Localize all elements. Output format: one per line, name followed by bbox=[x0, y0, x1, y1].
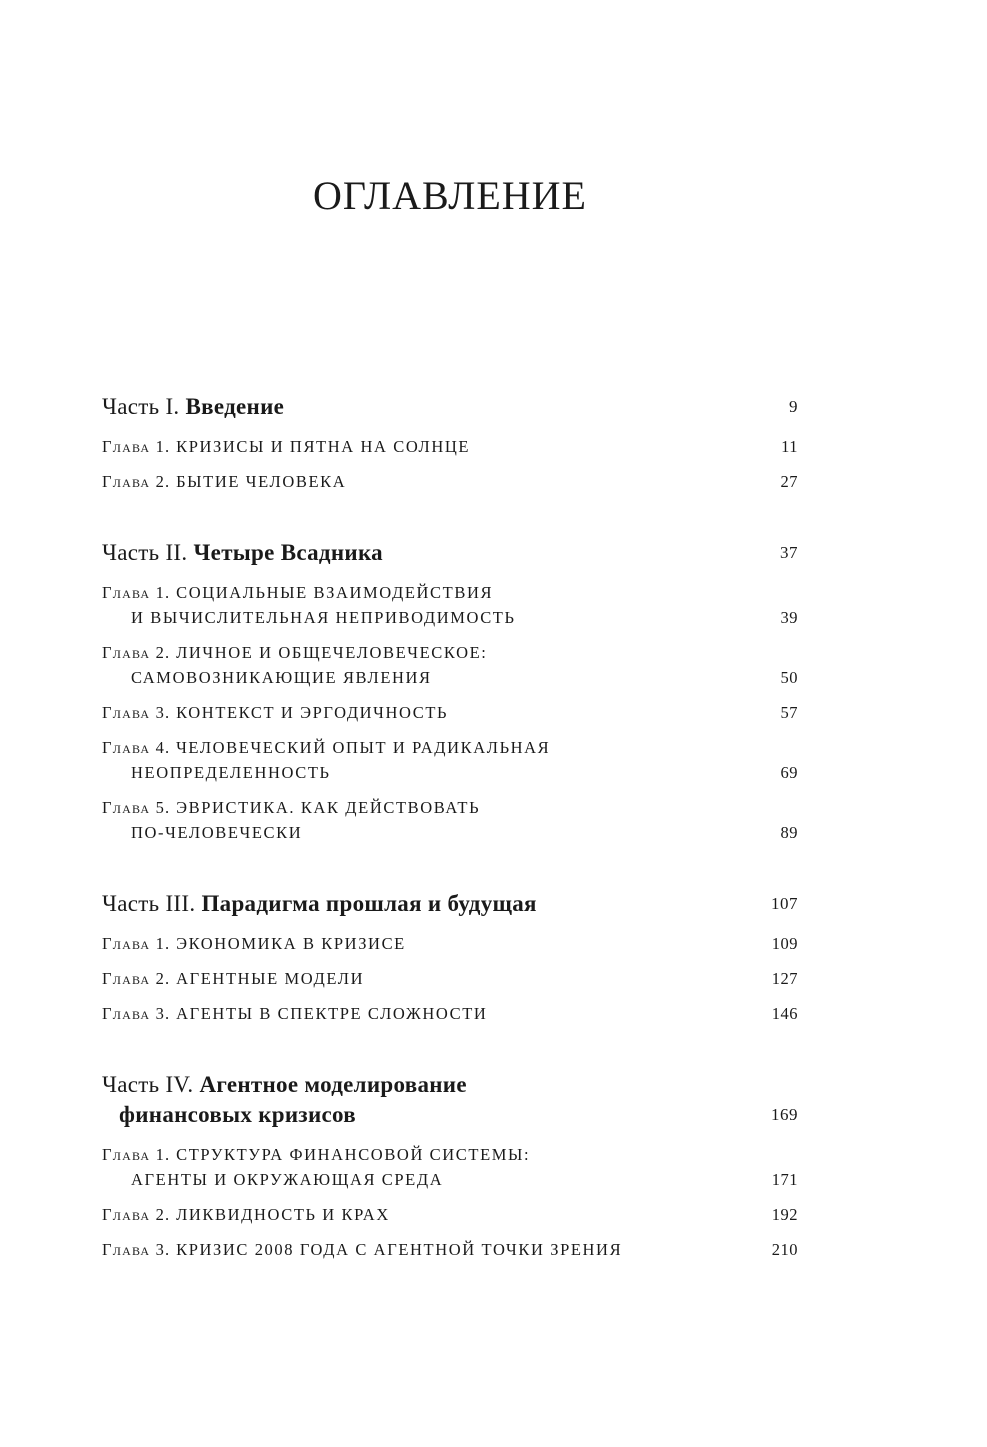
part-prefix: Часть II. bbox=[102, 540, 188, 565]
toc-part-entry[interactable] bbox=[102, 392, 798, 422]
chapter-page-number: 171 bbox=[771, 1170, 798, 1189]
chapter-title bbox=[102, 1001, 487, 1026]
toc-chapter-entry[interactable] bbox=[102, 795, 798, 845]
page-title: ОГЛАВЛЕНИЕ bbox=[313, 173, 587, 218]
part-prefix: Часть IV. bbox=[102, 1072, 194, 1097]
toc-chapter-entry[interactable] bbox=[102, 1237, 798, 1262]
chapter-prefix: Глава 2. bbox=[102, 1205, 171, 1224]
chapter-title bbox=[102, 469, 346, 494]
chapter-name-line: КРИЗИС 2008 ГОДА С АГЕНТНОЙ ТОЧКИ ЗРЕНИЯ bbox=[176, 1240, 623, 1259]
chapter-name-line: ЭВРИСТИКА. КАК ДЕЙСТВОВАТЬ bbox=[176, 798, 481, 817]
part-title bbox=[102, 538, 383, 568]
chapter-name-line: КРИЗИСЫ И ПЯТНА НА СОЛНЦЕ bbox=[176, 437, 471, 456]
chapter-name-line: СТРУКТУРА ФИНАНСОВОЙ СИСТЕМЫ: bbox=[176, 1145, 531, 1164]
part-title bbox=[102, 392, 284, 422]
chapter-title bbox=[102, 1237, 622, 1262]
part-name: Агентное моделирование bbox=[199, 1072, 467, 1097]
chapter-name-line: ЧЕЛОВЕЧЕСКИЙ ОПЫТ И РАДИКАЛЬНАЯ bbox=[176, 738, 551, 757]
chapter-prefix: Глава 3. bbox=[102, 1240, 171, 1259]
chapter-prefix: Глава 1. bbox=[102, 934, 171, 953]
chapter-title bbox=[102, 434, 470, 459]
chapter-page-number: 69 bbox=[780, 763, 798, 782]
chapter-prefix: Глава 1. bbox=[102, 583, 171, 602]
chapter-name-line: БЫТИЕ ЧЕЛОВЕКА bbox=[176, 472, 347, 491]
chapter-name-line: АГЕНТЫ И ОКРУЖАЮЩАЯ СРЕДА bbox=[131, 1170, 444, 1189]
chapter-title bbox=[102, 735, 550, 785]
part-prefix: Часть III. bbox=[102, 891, 196, 916]
chapter-list bbox=[102, 931, 798, 1026]
chapter-prefix: Глава 3. bbox=[102, 703, 171, 722]
chapter-page-number: 89 bbox=[780, 823, 798, 842]
part-page-number: 9 bbox=[789, 397, 798, 416]
chapter-name-line: ЛИКВИДНОСТЬ И КРАХ bbox=[176, 1205, 390, 1224]
chapter-page-number: 50 bbox=[780, 668, 798, 687]
part-prefix: Часть I. bbox=[102, 394, 180, 419]
chapter-name-line: ЛИЧНОЕ И ОБЩЕЧЕЛОВЕЧЕСКОЕ: bbox=[176, 643, 488, 662]
chapter-name-line: КОНТЕКСТ И ЭРГОДИЧНОСТЬ bbox=[176, 703, 449, 722]
toc-chapter-entry[interactable] bbox=[102, 434, 798, 459]
chapter-page-number: 57 bbox=[780, 703, 798, 722]
part-title bbox=[102, 1070, 467, 1130]
chapter-prefix: Глава 5. bbox=[102, 798, 171, 817]
toc-chapter-entry[interactable] bbox=[102, 735, 798, 785]
chapter-name-line: АГЕНТНЫЕ МОДЕЛИ bbox=[176, 969, 365, 988]
chapter-page-number: 39 bbox=[780, 608, 798, 627]
chapter-name-line: ПО-ЧЕЛОВЕЧЕСКИ bbox=[131, 823, 303, 842]
chapter-prefix: Глава 1. bbox=[102, 1145, 171, 1164]
toc-chapter-entry[interactable] bbox=[102, 580, 798, 630]
chapter-name-line: СОЦИАЛЬНЫЕ ВЗАИМОДЕЙСТВИЯ bbox=[176, 583, 494, 602]
chapter-title bbox=[102, 700, 448, 725]
chapter-name-line: И ВЫЧИСЛИТЕЛЬНАЯ НЕПРИВОДИМОСТЬ bbox=[131, 608, 516, 627]
chapter-prefix: Глава 3. bbox=[102, 1004, 171, 1023]
toc-chapter-entry[interactable] bbox=[102, 931, 798, 956]
chapter-page-number: 210 bbox=[771, 1240, 798, 1259]
chapter-page-number: 192 bbox=[771, 1205, 798, 1224]
toc-chapter-entry[interactable] bbox=[102, 1142, 798, 1192]
part-name: Четыре Всадника bbox=[193, 540, 383, 565]
toc-part-entry[interactable] bbox=[102, 889, 798, 919]
table-of-contents bbox=[102, 392, 798, 1272]
chapter-prefix: Глава 1. bbox=[102, 437, 171, 456]
chapter-prefix: Глава 2. bbox=[102, 472, 171, 491]
chapter-name-line: ЭКОНОМИКА В КРИЗИСЕ bbox=[176, 934, 406, 953]
chapter-page-number: 11 bbox=[781, 437, 798, 456]
chapter-name-line: АГЕНТЫ В СПЕКТРЕ СЛОЖНОСТИ bbox=[176, 1004, 488, 1023]
chapter-page-number: 109 bbox=[771, 934, 798, 953]
toc-part-entry[interactable] bbox=[102, 1070, 798, 1130]
toc-chapter-entry[interactable] bbox=[102, 700, 798, 725]
part-name: Парадигма прошлая и будущая bbox=[201, 891, 537, 916]
chapter-page-number: 27 bbox=[780, 472, 798, 491]
chapter-prefix: Глава 2. bbox=[102, 969, 171, 988]
chapter-title bbox=[102, 640, 487, 690]
chapter-page-number: 127 bbox=[771, 969, 798, 988]
chapter-title bbox=[102, 580, 516, 630]
chapter-list bbox=[102, 1142, 798, 1262]
chapter-title bbox=[102, 966, 364, 991]
chapter-title bbox=[102, 1202, 390, 1227]
chapter-title bbox=[102, 931, 406, 956]
toc-part-entry[interactable] bbox=[102, 538, 798, 568]
chapter-title bbox=[102, 1142, 530, 1192]
chapter-prefix: Глава 2. bbox=[102, 643, 171, 662]
chapter-name-line: НЕОПРЕДЕЛЕННОСТЬ bbox=[131, 763, 331, 782]
part-page-number: 37 bbox=[780, 543, 798, 562]
part-name: Введение bbox=[185, 394, 285, 419]
part-name: финансовых кризисов bbox=[119, 1102, 356, 1127]
chapter-page-number: 146 bbox=[771, 1004, 798, 1023]
part-page-number: 107 bbox=[771, 894, 798, 913]
toc-chapter-entry[interactable] bbox=[102, 1001, 798, 1026]
toc-chapter-entry[interactable] bbox=[102, 966, 798, 991]
part-page-number: 169 bbox=[771, 1105, 798, 1124]
toc-chapter-entry[interactable] bbox=[102, 640, 798, 690]
chapter-prefix: Глава 4. bbox=[102, 738, 171, 757]
chapter-list bbox=[102, 434, 798, 494]
chapter-title bbox=[102, 795, 480, 845]
chapter-name-line: САМОВОЗНИКАЮЩИЕ ЯВЛЕНИЯ bbox=[131, 668, 432, 687]
toc-chapter-entry[interactable] bbox=[102, 469, 798, 494]
part-title bbox=[102, 889, 537, 919]
toc-chapter-entry[interactable] bbox=[102, 1202, 798, 1227]
chapter-list bbox=[102, 580, 798, 845]
